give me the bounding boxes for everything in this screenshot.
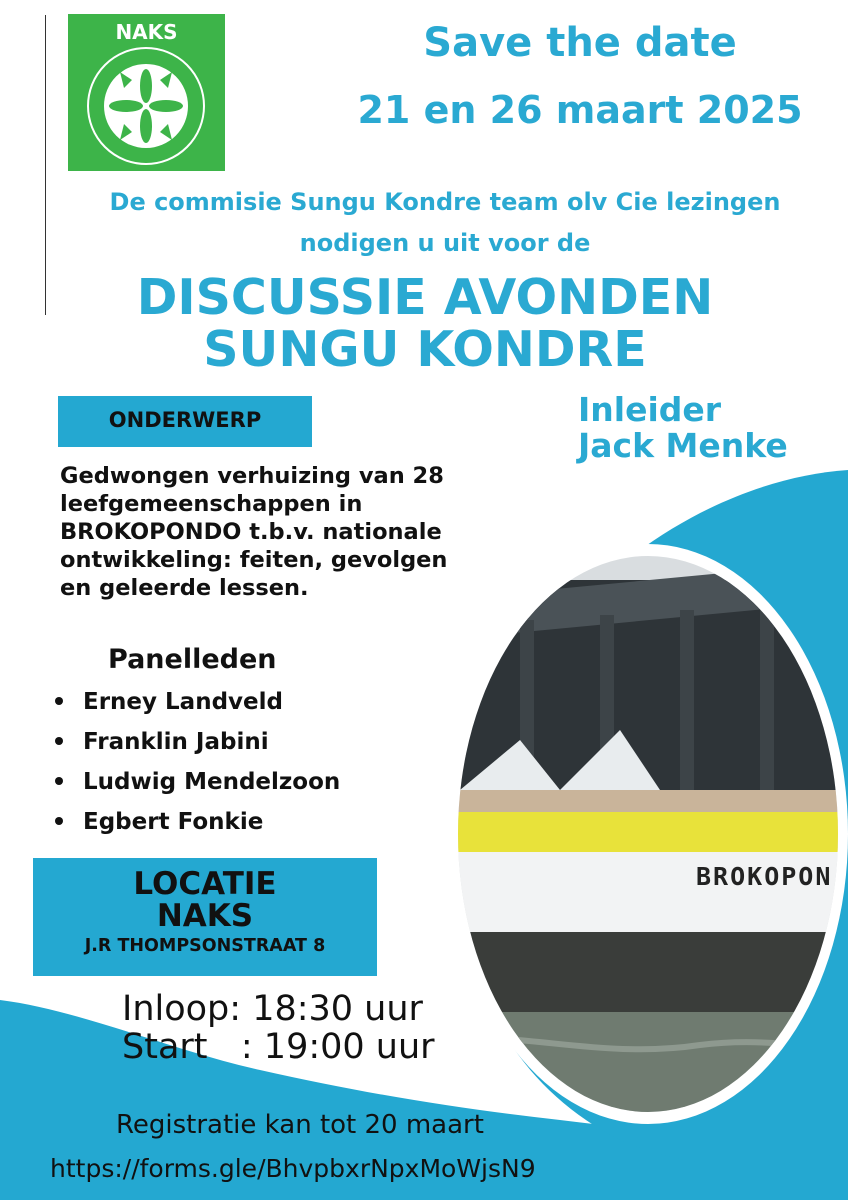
- bullet-icon: [55, 737, 63, 745]
- panel-member-name: Ludwig Mendelzoon: [83, 769, 341, 795]
- panel-member: [55, 804, 340, 844]
- event-title: [60, 269, 790, 378]
- bullet-icon: [55, 817, 63, 825]
- inleider-label: Inleider: [578, 390, 722, 429]
- intro-line-1: De commisie Sungu Kondre team olv Cie lezingen: [109, 188, 781, 216]
- panel-member-name: Egbert Fonkie: [83, 809, 264, 835]
- registration-text: Registratie kan tot 20 maart: [116, 1110, 484, 1140]
- intro-line-2: nodigen u uit voor de: [299, 229, 591, 257]
- panel-member-name: Erney Landveld: [83, 689, 283, 715]
- intro-text: [60, 182, 830, 264]
- event-times: [122, 990, 435, 1066]
- panel-title: Panelleden: [108, 644, 277, 675]
- panel-member-name: Franklin Jabini: [83, 729, 269, 755]
- location-address: J.R THOMPSONSTRAAT 8: [84, 936, 326, 956]
- logo-name: NAKS: [115, 20, 178, 44]
- topic-line: BROKOPONDO t.b.v. nationale: [60, 519, 442, 545]
- topic-line: Gedwongen verhuizing van 28: [60, 463, 444, 489]
- location-label: LOCATIE: [133, 866, 277, 902]
- dam-sign-text: BROKOPON: [696, 862, 833, 891]
- inleider-block: [578, 392, 788, 464]
- inleider-name: Jack Menke: [578, 426, 788, 465]
- topic-line: leefgemeenschappen in: [60, 491, 363, 517]
- location-box: [33, 858, 377, 976]
- onderwerp-label-box: [58, 396, 312, 447]
- registration-link[interactable]: https://forms.gle/BhvpbxrNpxMoWjsN9: [50, 1154, 536, 1183]
- panel-member: [55, 724, 340, 764]
- naks-logo: [68, 14, 225, 171]
- panel-members-list: [55, 684, 340, 844]
- inloop-time: Inloop: 18:30 uur: [122, 989, 423, 1029]
- event-dates: 21 en 26 maart 2025: [357, 88, 803, 132]
- title-line-1: DISCUSSIE AVONDEN: [136, 269, 714, 326]
- topic-line: en geleerde lessen.: [60, 575, 309, 601]
- topic-line: ontwikkeling: feiten, gevolgen: [60, 547, 448, 573]
- topic-text: [60, 462, 520, 602]
- save-the-date-heading: Save the date: [423, 20, 737, 66]
- panel-member: [55, 764, 340, 804]
- location-name: NAKS: [156, 898, 254, 934]
- bullet-icon: [55, 697, 63, 705]
- start-time: Start : 19:00 uur: [122, 1027, 435, 1067]
- title-line-2: SUNGU KONDRE: [203, 321, 647, 378]
- onderwerp-label: ONDERWERP: [108, 408, 262, 432]
- panel-member: [55, 684, 340, 724]
- bullet-icon: [55, 777, 63, 785]
